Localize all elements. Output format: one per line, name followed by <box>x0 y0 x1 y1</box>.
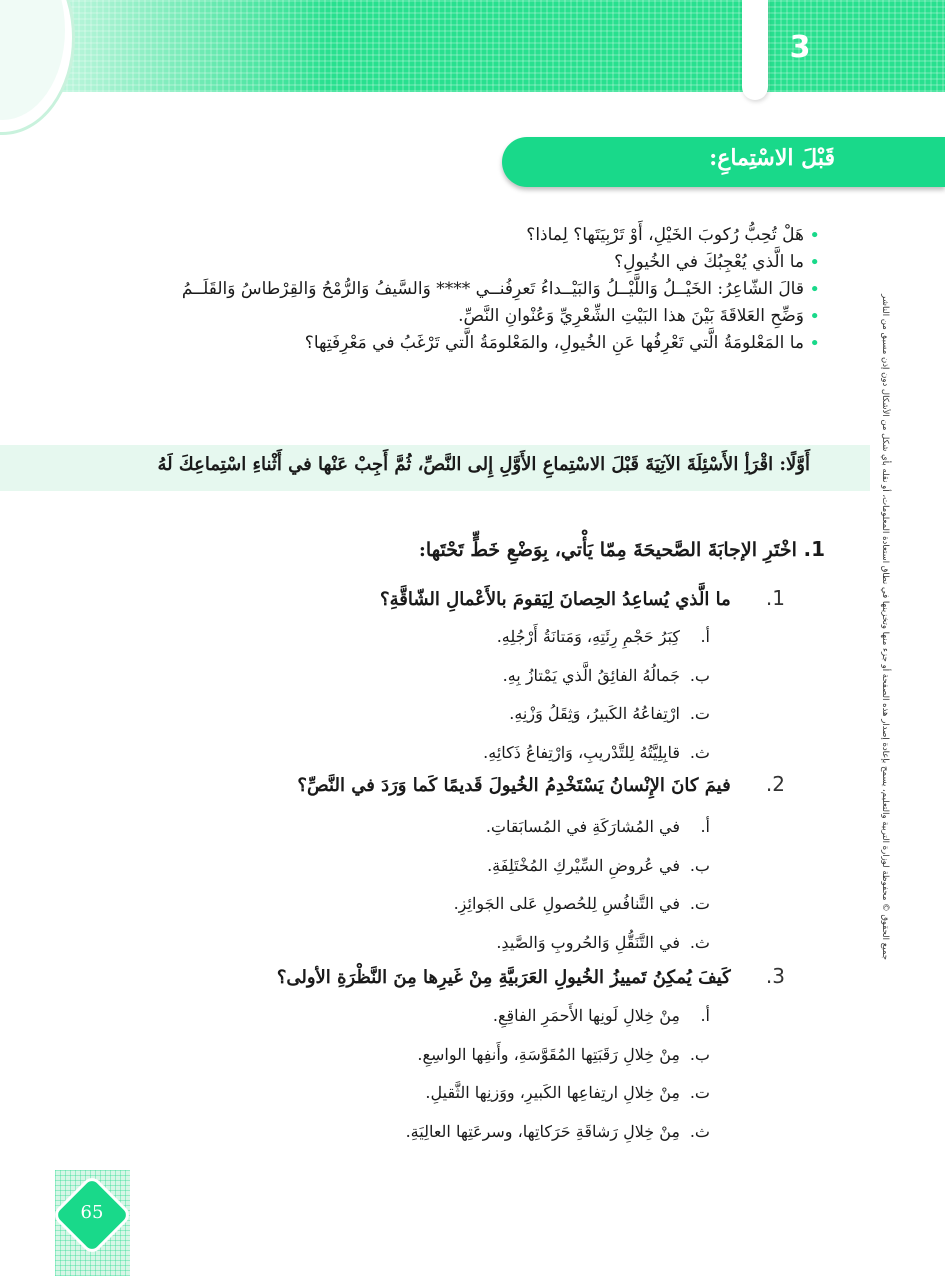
option-item[interactable] <box>406 997 710 1036</box>
option-text: مِنْ خِلالِ رَقَبَتِها المُقَوَّسَةِ، وأَنفِها الواسِعِ. <box>417 1044 680 1064</box>
section-header <box>502 137 945 187</box>
option-item[interactable] <box>406 1036 710 1075</box>
option-letter: ث. <box>689 1121 710 1141</box>
list-item <box>120 249 820 276</box>
option-letter: ب. <box>689 665 710 685</box>
question-number: 3. <box>765 964 785 988</box>
exercise-number: 1. <box>803 537 825 561</box>
option-letter: ت. <box>689 704 710 723</box>
bullet-icon: • <box>809 225 820 246</box>
copyright-notice: جميع الحقوق © محفوظة لوزارة التربية والتعليم، يسمح بإعادة إصدار هذه الصفحة أو جزء منها وتخزينها في نطاق استعادة المعلومات، أو نقله بأي شكل من الأشكال دون إذن مسبق من الناشر <box>880 294 890 960</box>
list-item <box>120 330 820 357</box>
question-text: ما الَّذي يُعْجِبُكَ في الخُيولِ؟ <box>614 252 804 272</box>
option-text: مِنْ خِلالِ ارتِفاعِها الكَبيرِ، ووَزنِها الثَّقيلِ. <box>425 1083 680 1102</box>
option-text: في المُشارَكَةِ في المُسابَقاتِ. <box>485 817 680 836</box>
option-letter: ت. <box>689 1083 710 1102</box>
exercise-title: اخْتَرِ الإجابَةَ الصَّحيحَةَ مِمّا يَأْتي، بِوَضْعِ خَطٍّ تَحْتَها: <box>418 539 797 561</box>
instruction-band <box>0 445 870 491</box>
exercise-heading <box>419 537 825 561</box>
option-text: كِبَرُ حَجْمِ رِئَتِهِ، وَمَتانَةُ أَرْجُلِهِ. <box>496 627 680 646</box>
option-item[interactable] <box>454 847 710 886</box>
option-item[interactable] <box>483 657 710 696</box>
question-text: ما الَّذي يُساعِدُ الحِصانَ لِيَقومَ بالأَعْمالِ الشّاقَّةِ؟ <box>380 589 731 610</box>
question-text: هَلْ تُحِبُّ رُكوبَ الخَيْلِ، أَوْ تَرْبِيَتَها؟ لِماذا؟ <box>526 225 804 245</box>
question-2-options <box>454 808 710 962</box>
question-text: ما المَعْلومَةُ الَّتي تَعْرِفُها عَنِ الخُيولِ، والمَعْلومَةُ الَّتي تَرْغَبُ في مَعْرِفَتِها؟ <box>304 333 804 353</box>
question-number: 1. <box>765 586 785 610</box>
option-letter: أ. <box>700 817 710 836</box>
option-text: في التَّنَقُّلِ وَالحُروبِ وَالصَّيدِ. <box>496 932 680 952</box>
option-item[interactable] <box>454 808 710 847</box>
option-item[interactable] <box>483 618 710 657</box>
question-number: 2. <box>765 772 785 796</box>
option-text: مِنْ خِلالِ لَونِها الأَحمَرِ الفاقِعِ. <box>492 1006 680 1025</box>
bullet-icon: • <box>809 306 820 327</box>
option-item[interactable] <box>454 924 710 963</box>
question-text: فيمَ كانَ الإِنْسانُ يَسْتَخْدِمُ الخُيولَ قَديمًا كَما وَرَدَ في النَّصِّ؟ <box>297 775 731 796</box>
instruction-text: أَوَّلًا: اقْرَأِ الأَسْئِلَةَ الآتِيَةَ قَبْلَ الاسْتِماعِ الأَوَّلِ إِلى النَّصِّ، ثُمَّ أَجِبْ عَنْها في أَثْناءِ اسْتِماعِكَ لَهُ <box>157 454 810 475</box>
option-item[interactable] <box>406 1113 710 1152</box>
option-letter: أ. <box>700 1006 710 1025</box>
option-text: مِنْ خِلالِ رَشاقَةِ حَرَكاتِها، وسرعَتِها العالِيَةِ. <box>405 1121 680 1141</box>
question-2 <box>297 772 785 796</box>
bullet-icon: • <box>809 279 820 300</box>
option-text: ارْتِفاعُهُ الكَبيرُ، وَثِقَلُ وَزْنِهِ. <box>509 704 680 723</box>
option-item[interactable] <box>483 734 710 773</box>
banner-divider <box>742 0 768 100</box>
question-text: كَيفَ يُمكِنُ تَمييزُ الخُيولِ العَرَبيَّةِ مِنْ غَيرِها مِنَ النَّظْرَةِ الأولى؟ <box>276 967 731 988</box>
question-1 <box>380 586 785 610</box>
bullet-icon: • <box>809 333 820 354</box>
page-number: 65 <box>80 1202 104 1223</box>
option-item[interactable] <box>454 885 710 924</box>
option-text: جَمالُهُ الفائِقُ الَّذي يَمْتازُ بِهِ. <box>502 665 680 685</box>
option-text: في التَّنافُسِ لِلحُصولِ عَلى الجَوائِزِ. <box>453 894 680 913</box>
question-text: قالَ الشّاعِرُ: الخَيْــلُ وَاللَّيْــلُ وَالبَيْــداءُ تَعرِفُنــي **** وَالسَّيفُ وَالرُّمْحُ وَالقِرْطاسُ وَالقَلَــمُ <box>181 279 804 299</box>
option-letter: ب. <box>689 855 710 875</box>
pre-listening-questions <box>120 222 820 357</box>
question-3 <box>277 964 785 988</box>
option-letter: أ. <box>700 627 710 646</box>
bullet-icon: • <box>809 252 820 273</box>
option-letter: ت. <box>689 894 710 913</box>
unit-number: 3 <box>789 30 811 65</box>
option-text: قابِلِيَّتُهُ لِلتَّدْريبِ، وَارْتِفاعُ ذَكائِهِ. <box>483 742 680 762</box>
question-1-options <box>483 618 710 772</box>
list-item <box>120 303 820 330</box>
question-text: وَضِّحِ العَلاقَةَ بَيْنَ هذا البَيْتِ الشِّعْرِيِّ وَعُنْوانِ النَّصِّ. <box>458 306 804 326</box>
option-letter: ب. <box>689 1044 710 1064</box>
section-title: قَبْلَ الاسْتِماعِ: <box>709 145 835 171</box>
option-letter: ث. <box>689 742 710 762</box>
question-3-options <box>406 997 710 1151</box>
option-text: في عُروضِ السِّيْركِ المُخْتَلِفَةِ. <box>487 855 680 875</box>
option-item[interactable] <box>406 1074 710 1113</box>
list-item <box>120 276 820 303</box>
list-item <box>120 222 820 249</box>
option-item[interactable] <box>483 695 710 734</box>
option-letter: ث. <box>689 932 710 952</box>
